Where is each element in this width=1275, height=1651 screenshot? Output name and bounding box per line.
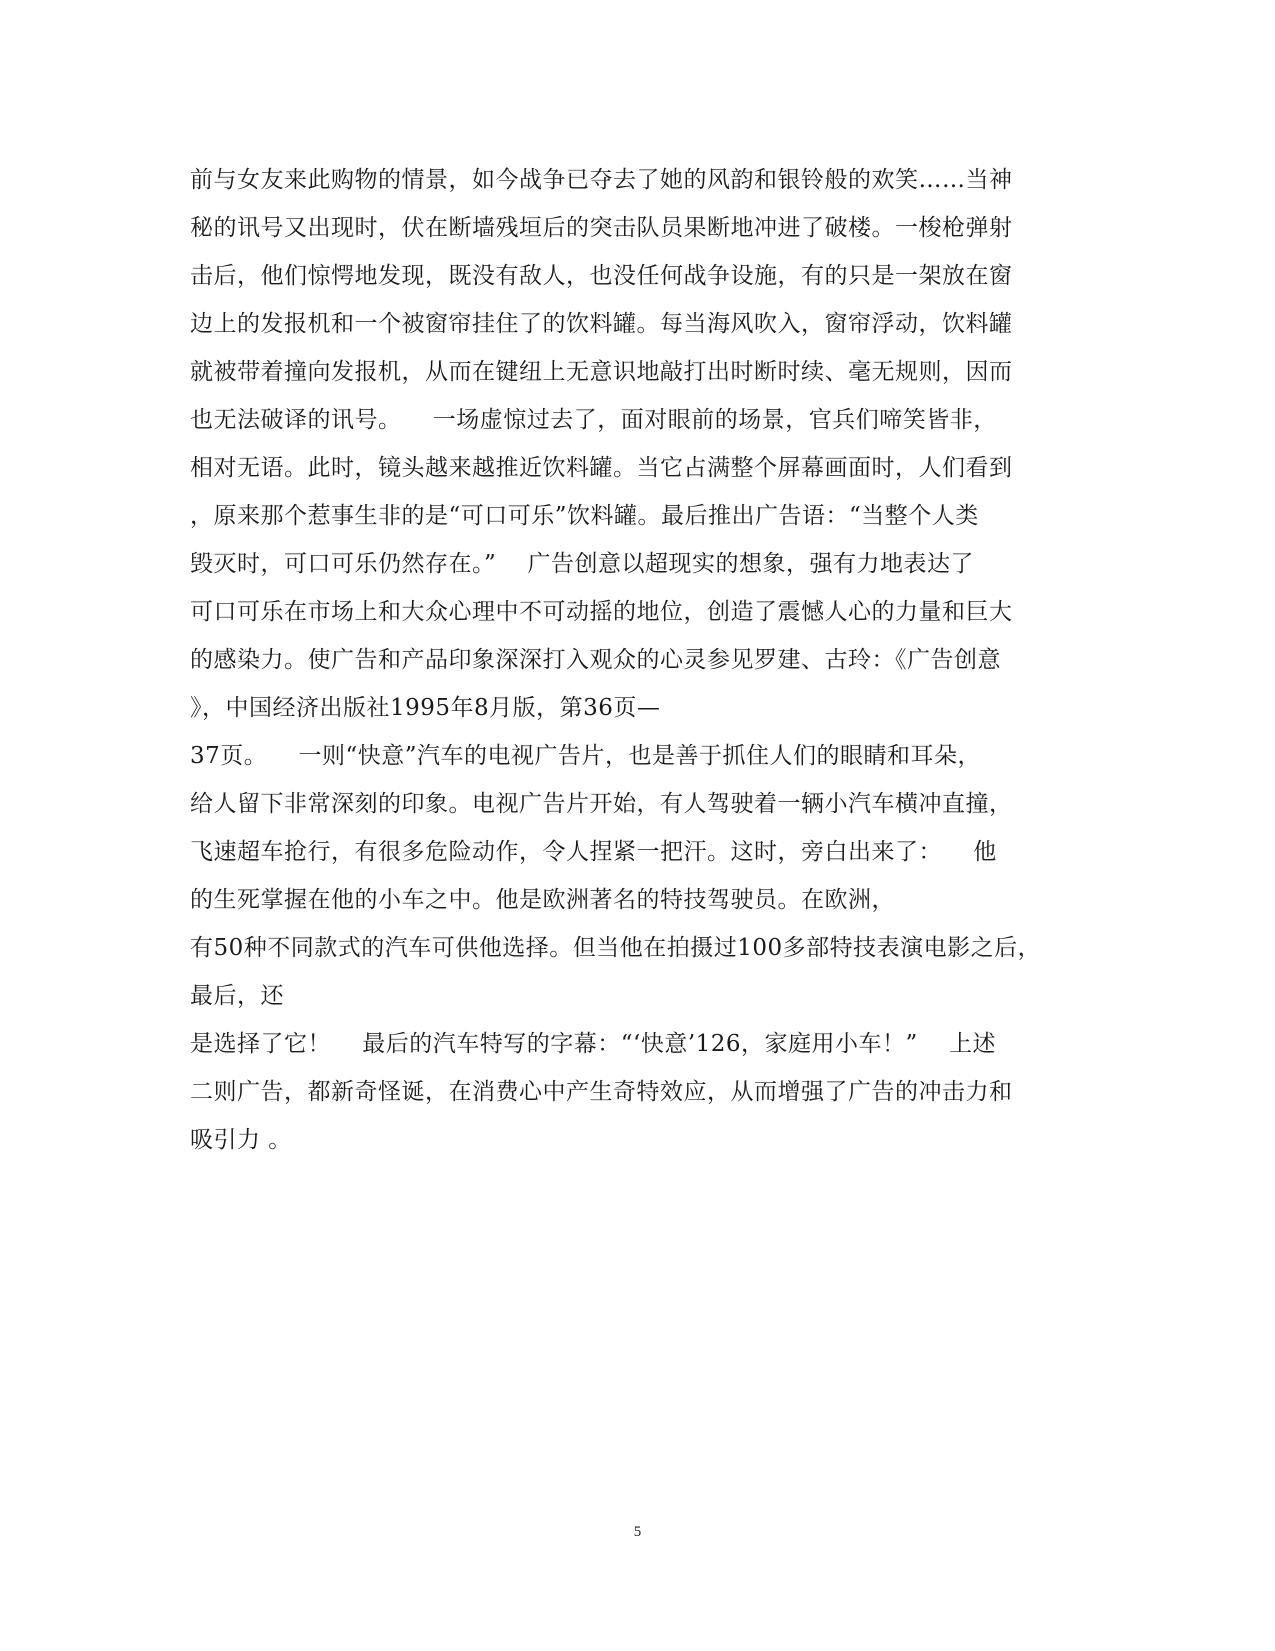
body-text (190, 156, 1090, 1164)
text-line: 就被带着撞向发报机，从而在键纽上无意识地敲打出时断时续、毫无规则，因而 (190, 359, 1013, 385)
text-line: 前与女友来此购物的情景，如今战争已夺去了她的风韵和银铃般的欢笑……当神 (190, 167, 1013, 193)
text-line: 可口可乐在市场上和大众心理中不可动摇的地位，创造了震憾人心的力量和巨大 (190, 599, 1013, 625)
text-line: 毁灭时，可口可乐仍然存在。” 广告创意以超现实的想象，强有力地表达了 (190, 551, 975, 577)
text-line: 二则广告，都新奇怪诞，在消费心中产生奇特效应，从而增强了广告的冲击力和 (190, 1079, 1013, 1105)
text-line: 击后，他们惊愕地发现，既没有敌人，也没任何战争设施，有的只是一架放在窗 (190, 263, 1013, 289)
text-line: 最后，还 (190, 983, 284, 1009)
text-line: 相对无语。此时，镜头越来越推近饮料罐。当它占满整个屏幕画面时，人们看到 (190, 455, 1013, 481)
text-line: 边上的发报机和一个被窗帘挂住了的饮料罐。每当海风吹入，窗帘浮动，饮料罐 (190, 311, 1013, 337)
text-line: 是选择了它！ 最后的汽车特写的字幕：“‘快意’126，家庭用小车！” 上述 (190, 1031, 997, 1057)
text-line: 秘的讯号又出现时，伏在断墙残垣后的突击队员果断地冲进了破楼。一梭枪弹射 (190, 215, 1013, 241)
text-line: 37页。 一则“快意”汽车的电视广告片，也是善于抓住人们的眼睛和耳朵， (190, 743, 982, 769)
text-line: 吸引力 。 (190, 1127, 292, 1153)
text-line: 》，中国经济出版社1995年8月版，第36页— (190, 695, 661, 721)
page-number: 5 (633, 1524, 642, 1540)
text-line: 也无法破译的讯号。 一场虚惊过去了，面对眼前的场景，官兵们啼笑皆非， (190, 407, 997, 433)
text-line: 的感染力。使广告和产品印象深深打入观众的心灵参见罗建、古玲：《广告创意 (190, 647, 1001, 673)
text-line: 飞速超车抢行，有很多危险动作，令人捏紧一把汗。这时，旁白出来了： 他 (190, 839, 997, 865)
text-line: 给人留下非常深刻的印象。电视广告片开始，有人驾驶着一辆小汽车横冲直撞， (190, 791, 1013, 817)
text-line: 的生死掌握在他的小车之中。他是欧洲著名的特技驾驶员。在欧洲， (190, 887, 895, 913)
text-line: ，原来那个惹事生非的是“可口可乐”饮料罐。最后推出广告语：“当整个人类 (190, 503, 979, 529)
text-line: 有50种不同款式的汽车可供他选择。但当他在拍摄过100多部特技表演电影之后， (190, 935, 1042, 961)
